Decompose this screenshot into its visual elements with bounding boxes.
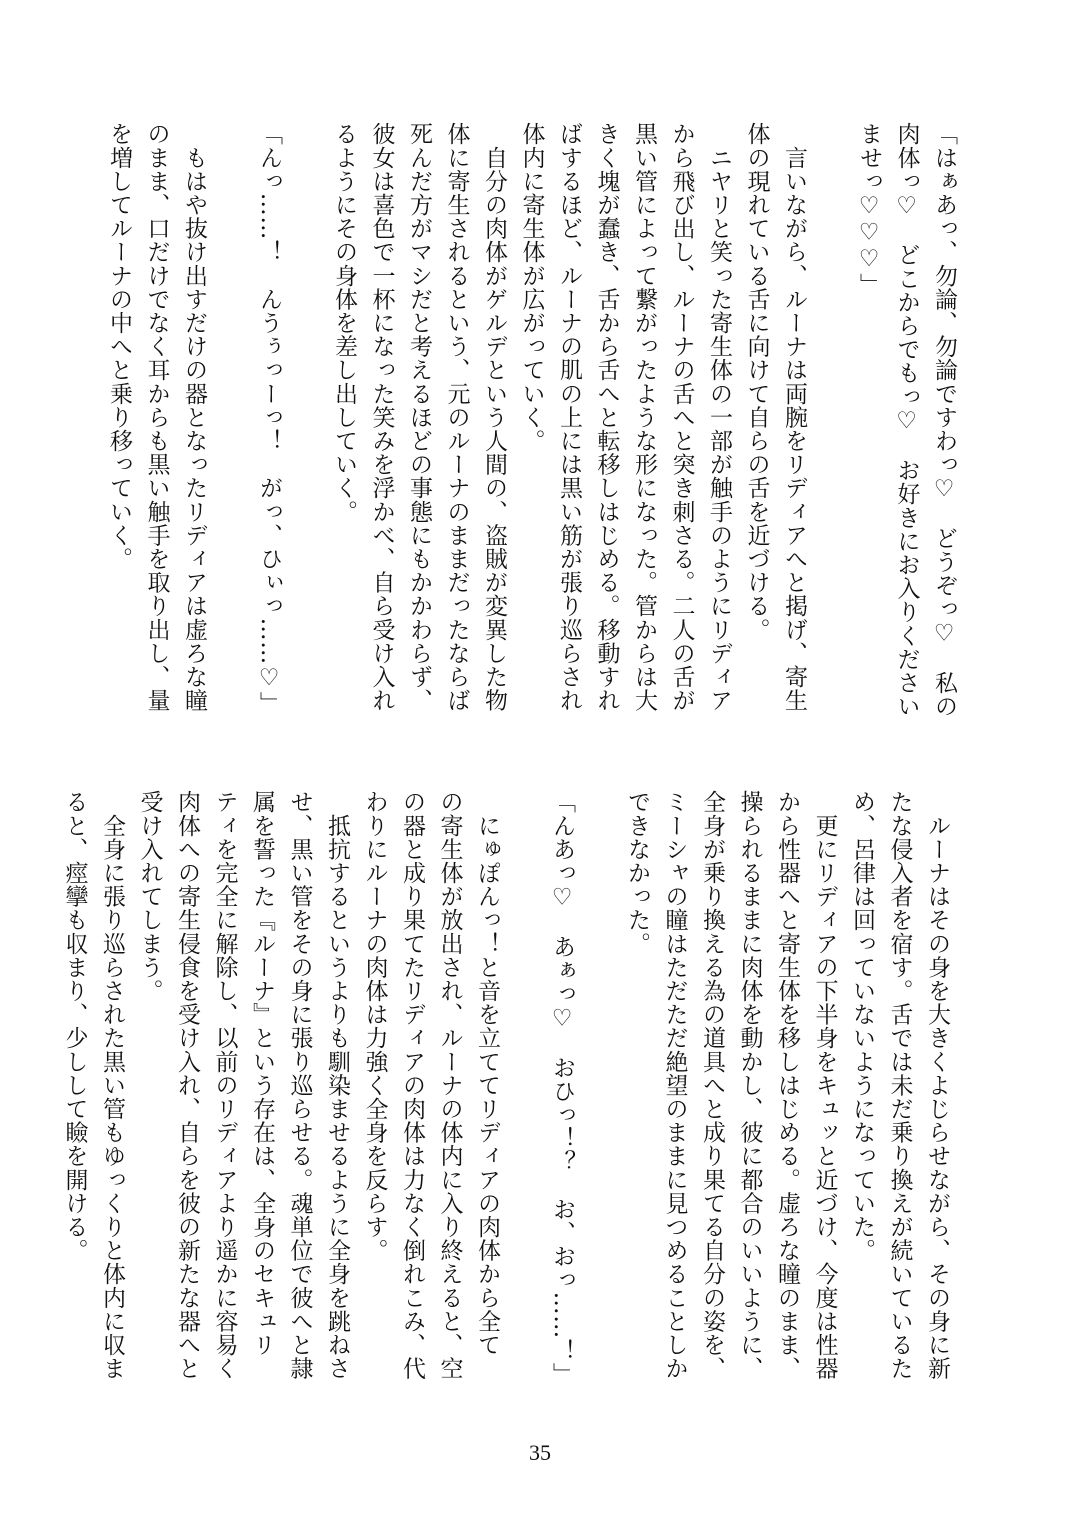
text-line: 「はぁあっ、勿論、勿論ですわっ♡ どうぞっ♡ 私の — [931, 122, 957, 718]
text-line: 全身が乗り換える為の道具へと成り果てる自分の姿を、 — [699, 790, 725, 1380]
text-line: 体の現れている舌に向けて自らの舌を近づける。 — [743, 122, 770, 642]
text-line: 体に寄生されるという、元のルーナのままだったならば — [443, 122, 470, 712]
text-line: ませっ♡♡♡」 — [856, 122, 882, 297]
text-line: ミーシャの瞳はただただ絶望のままに見つめることしか — [661, 790, 688, 1380]
lower-text-block — [61, 790, 955, 1386]
dialogue-line: 「んっ……！ んうぅっーっ！ がっ、ひぃっ……♡」 — [256, 122, 282, 715]
blank-line — [287, 122, 325, 752]
text-line: から性器へと寄生体を移しはじめる。虚ろな瞳のまま、 — [774, 790, 800, 1380]
text-line: るようにその身体を差し出していく。 — [331, 122, 357, 524]
text-line: 体内に寄生体が広がっていく。 — [518, 122, 545, 453]
text-line: 全身に張り巡らされた黒い管もゆっくりと体内に収ま — [99, 790, 125, 1380]
dialogue-line: 「んあっ♡ あぁっ♡ おひっ！？ お、おっ……！」 — [549, 790, 575, 1386]
text-line: から飛び出し、ルーナの舌へと突き刺さる。二人の舌が — [668, 122, 695, 712]
text-line: 自分の肉体がゲルデという人間の、盗賊が変異した物 — [481, 122, 507, 712]
text-line: ばするほど、ルーナの肌の上には黒い筋が張り巡らされ — [556, 122, 582, 712]
text-line: 彼女は喜色で一杯になった笑みを浮かべ、自ら受け入れ — [368, 122, 395, 712]
text-line: 受け入れてしまう。 — [136, 790, 163, 1003]
text-line: のまま、口だけでなく耳からも黒い触手を取り出し、量 — [143, 122, 170, 712]
blank-line — [505, 790, 543, 1385]
blank-line — [580, 790, 618, 1385]
upper-text-block — [106, 122, 962, 752]
text-line: 黒い管によって繋がったような形になった。管からは大 — [631, 122, 657, 712]
text-line: せ、黒い管をその身に張り巡らせる。魂単位で彼へと隷 — [286, 790, 313, 1380]
text-line: わりにルーナの肉体は力強く全身を反らす。 — [361, 790, 388, 1262]
text-line: の寄生体が放出され、ルーナの体内に入り終えると、空 — [436, 790, 463, 1380]
text-line: きく塊が蠢き、舌から舌へと転移しはじめる。移動すれ — [593, 122, 620, 712]
text-line: 操られるままに肉体を動かし、彼に都合のいいように、 — [736, 790, 763, 1380]
text-line: ニヤリと笑った寄生体の一部が触手のようにリディア — [706, 122, 732, 712]
blank-line — [212, 122, 250, 752]
text-line: できなかった。 — [624, 790, 650, 956]
text-line: もはや抜け出すだけの器となったリディアは虚ろな瞳 — [181, 122, 207, 712]
text-line: 抵抗するというよりも馴染ませるように全身を跳ねさ — [324, 790, 350, 1380]
text-line: を増してルーナの中へと乗り移っていく。 — [106, 122, 132, 571]
text-line: ると、痙攣も収まり、少しして瞼を開ける。 — [61, 790, 88, 1262]
text-line: 属を誓った『ルーナ』という存在は、全身のセキュリ — [249, 790, 275, 1357]
page-number: 35 — [529, 1440, 551, 1465]
text-line: 言いながら、ルーナは両腕をリディアへと掲げ、寄生 — [781, 122, 807, 712]
text-line: たな侵入者を宿す。舌では未だ乗り換えが続いているた — [886, 790, 913, 1380]
text-line: 肉体への寄生侵食を受け入れ、自らを彼の新たな器へと — [174, 790, 200, 1380]
text-line: ルーナはその身を大きくよじらせながら、その身に新 — [924, 790, 950, 1380]
text-line: 更にリディアの下半身をキュッと近づけ、今度は性器 — [811, 790, 838, 1380]
text-line: 死んだ方がマシだと考えるほどの事態にもかかわらず、 — [406, 122, 432, 712]
text-line: 肉体っ♡ どこからでもっ♡ お好きにお入りください — [893, 122, 920, 718]
text-line: にゅぽんっ！と音を立ててリディアの肉体から全て — [474, 790, 500, 1357]
text-line: め、呂律は回っていないようになっていた。 — [849, 790, 875, 1262]
blank-line — [812, 122, 850, 752]
text-line: の器と成り果てたリディアの肉体は力なく倒れこみ、代 — [399, 790, 425, 1380]
text-line: ティを完全に解除し、以前のリディアより遥かに容易く — [211, 790, 238, 1380]
